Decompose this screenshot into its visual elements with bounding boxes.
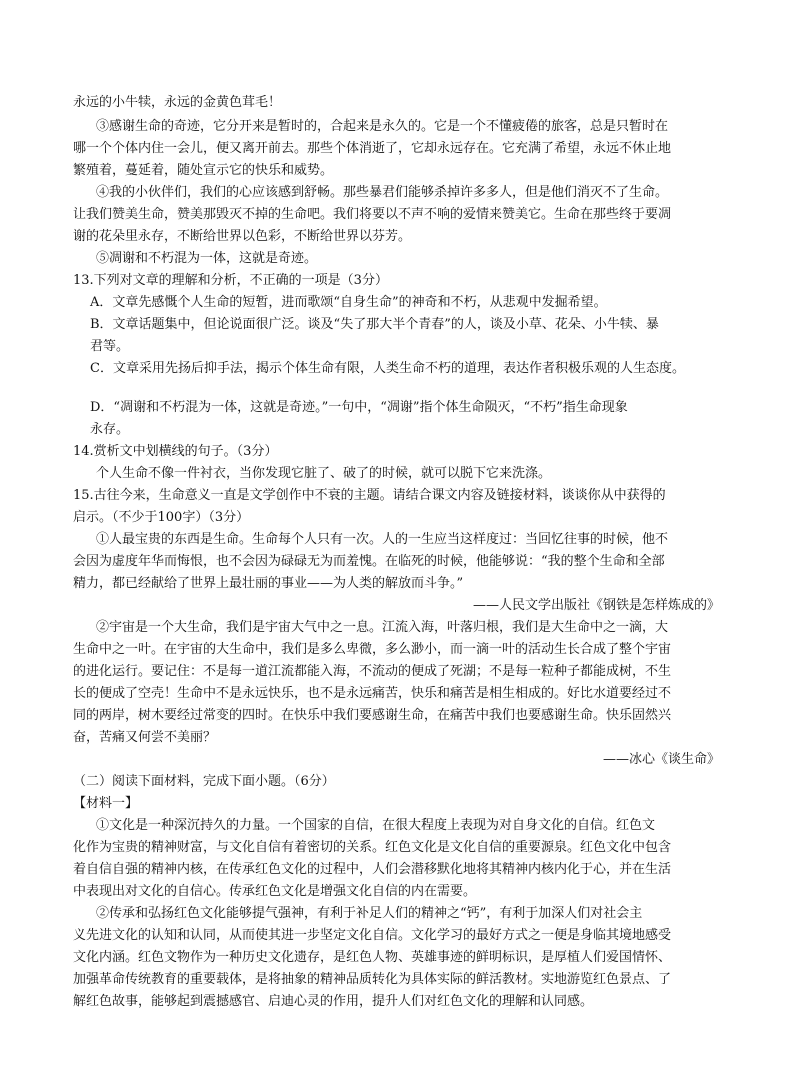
text-line: 精力，都已经献给了世界上最壮丽的事业——为人类的解放而斗争。”: [73, 576, 464, 591]
link-material-2-line: ②宇宙是一个大生命，我们是宇宙大气中之一息。江流入海，叶落归根，我们是大生命中之一滴，大: [96, 620, 669, 635]
question-14-stem: 14.赏析文中划横线的句子。（3分）: [73, 444, 278, 459]
underlined-sentence: 个人生命不像一件衬衣，当你发现它脏了、破了的时候，就可以脱下它来洗涤。: [96, 466, 552, 481]
option-b: B．文章话题集中，但论说面很广泛。谈及“失了那大半个青春”的人，谈及小草、花朵、小牛犊、暴: [90, 317, 659, 332]
text-line: 永远的小牛犊，永远的金黄色茸毛！: [73, 95, 282, 110]
text-line: 同的两岸，树木要经过常变的四时。在快乐中我们要感谢生命，在痛苦中我们也要感谢生命。快乐固然兴: [73, 708, 672, 723]
link-material-1-line: ①人最宝贵的东西是生命。生命每个人只有一次。人的一生应当这样度过：当回忆往事的时候，他不: [96, 532, 669, 547]
material-1-paragraph-2: ②传承和弘扬红色文化能够提气强神，有利于补足人们的精神之“钙”，有利于加深人们对社会主: [96, 906, 643, 921]
text-line: 长的便成了空壳！生命中不是永远快乐，也不是永远痛苦，快乐和痛苦是相生相成的。好比水道要经过不: [73, 686, 672, 701]
option-c: C．文章采用先扬后抑手法，揭示个体生命有限，人类生命不朽的道理，表达作者积极乐观的人生态度。: [90, 361, 685, 376]
text-line: 哪一个个体内住一会儿，便又离开前去。那些个体消逝了，它却永远存在。它充满了希望，永远不休止地: [73, 141, 672, 156]
text-line: 谢的花朵里永存，不断给世界以色彩，不断给世界以芬芳。: [73, 229, 412, 244]
text-line: 繁殖着，蔓延着，随处宣示它的快乐和威势。: [73, 163, 334, 178]
text-line: 生命中之一叶。在宇宙的大生命中，我们是多么卑微，多么渺小，而一滴一叶的活动生长合成了整个宇宙: [73, 642, 672, 657]
source-attribution: ——冰心《谈生命》: [602, 752, 720, 767]
text-line: 奋，苦痛又何尝不美丽？: [73, 730, 217, 745]
option-d: D．“凋谢和不朽混为一体，这就是奇迹。”一句中，“凋谢”指个体生命陨灭，“不朽”指生命现象: [90, 400, 628, 415]
text-line: 化作为宝贵的精神财富，与文化自信有着密切的关系。红色文化是文化自信的重要源泉。红色文化中包含: [73, 840, 672, 855]
paragraph-3-line: ③感谢生命的奇迹，它分开来是暂时的，合起来是永久的。它是一个不懂疲倦的旅客，总是只暂时在: [96, 119, 669, 134]
text-line: 文化内涵。红色文物作为一种历史文化遗存，是红色人物、英雄事迹的鲜明标识，是厚植人们爱国情怀、: [73, 950, 672, 965]
material-heading: 【材料一】: [73, 796, 139, 811]
question-15-stem: 15.古往今来，生命意义一直是文学创作中不衰的主题。请结合课文内容及链接材料，谈谈你从中获得的: [73, 488, 666, 503]
option-b-cont: 君等。: [90, 339, 130, 354]
paragraph-4-line: ④我的小伙伴们，我们的心应该感到舒畅。那些暴君们能够杀掉许多多人，但是他们消灭不了生命。: [96, 185, 669, 200]
text-line: 中表现出对文化的自信心。传承红色文化是增强文化自信的内在需要。: [73, 884, 477, 899]
option-d-cont: 永存。: [90, 422, 130, 437]
text-line: 义先进文化的认知和认同，从而使其进一步坚定文化自信。文化学习的最好方式之一便是身临其境地感受: [73, 928, 672, 943]
text-line: 让我们赞美生命，赞美那毁灭不掉的生命吧。我们将要以不声不响的爱情来赞美它。生命在那些终于要凋: [73, 207, 672, 222]
question-15-stem-cont: 启示。（不少于100字）（3分）: [73, 510, 250, 525]
text-line: 加强革命传统教育的重要载体，是将抽象的精神品质转化为具体实际的鲜活教材。实地游览红色景点、了: [73, 972, 672, 987]
text-line: 解红色故事，能够起到震撼感官、启迪心灵的作用，提升人们对红色文化的理解和认同感。: [73, 994, 594, 1009]
text-line: 的进化运行。要记住：不是每一道江流都能入海，不流动的便成了死湖；不是每一粒种子都能成树，不生: [73, 664, 672, 679]
source-attribution: ——人民文学出版社《钢铁是怎样炼成的》: [472, 598, 720, 613]
paragraph-5-line: ⑤凋谢和不朽混为一体，这就是奇迹。: [96, 251, 318, 266]
section-heading: （二）阅读下面材料，完成下面小题。（6分）: [73, 774, 335, 789]
text-line: 着自信自强的精神内核，在传承红色文化的过程中，人们会潜移默化地将其精神内核内化于心，并在生活: [73, 862, 672, 877]
material-1-paragraph-1: ①文化是一种深沉持久的力量。一个国家的自信，在很大程度上表现为对自身文化的自信。红色文: [96, 818, 656, 833]
option-a: A．文章先感慨个人生命的短暂，进而歌颂“自身生命”的神奇和不朽，从悲观中发掘希望。: [90, 295, 607, 310]
question-13-stem: 13.下列对文章的理解和分析，不正确的一项是（3分）: [73, 273, 388, 288]
text-line: 会因为虚度年华而悔恨，也不会因为碌碌无为而羞愧。在临死的时候，他能够说：“我的整个生命和全部: [73, 554, 665, 569]
